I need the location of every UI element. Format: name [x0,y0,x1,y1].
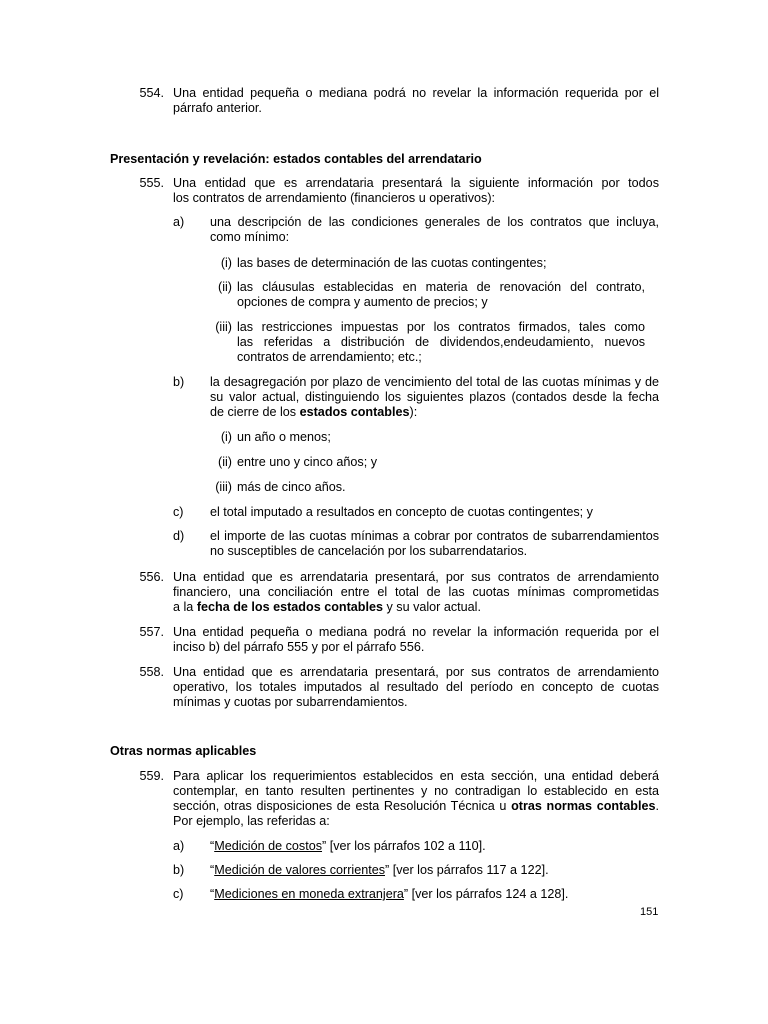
list-subitem: más de cinco años. [237,480,346,494]
paragraph-number: 555. [139,176,164,190]
document-page: 554. Una entidad pequeña o mediana podrá no revelar la información requerida por el párrafo anterior. Presentación y revelación: estados contables del arrendatario 555. Una entidad que es arrendataria presentará la siguiente información por todos los contratos de arrendamiento (financieros u operativos): a) una descripción de las condiciones generales de los contratos que incluya, como mínimo: (i) las bases de determinación de las cuotas contingentes; (ii) las cláusulas establecidas en materia de renovación del contrato, opciones de compra y aumento de precios; y (iii) las restricciones impuestas por los contratos firmados, tales como las referidas a distribución de dividendos,endeudamiento, nuevos contratos de arrendamiento; etc.; b) la desagregación por plazo de vencimiento del total de las cuotas mínimas y de su valor actual, distinguiendo los siguientes plazos (contados desde la fecha de cierre de los estados contables): (i) un año o menos; (ii) entre uno y cinco años; y (iii) más de cinco años. c) el total imputado a resultados en concepto de cuotas contingentes; y d) el importe de las cuotas mínimas a cobrar por contratos de subarrendamientos no susceptibles de cancelación por los subarrendatarios. 556. Una entidad que es arrendataria presentará, por sus contratos de arrendamiento financiero, una conciliación entre el total de las cuotas mínimas comprometidas a la fecha de los estados contables y su valor actual. 557. Una entidad pequeña o mediana podrá no revelar la información requerida por el inciso b) del párrafo 555 y por el párrafo 556. 558. Una entidad que es arrendataria presentará, por sus contratos de arrendamiento operativo, los totales imputados al resultado del período en concepto de cuotas mínimas y cuotas por subarrendamientos. Otras normas aplicables 559. Para aplicar los requerimientos establecidos en esta sección, una entidad deberá contemplar, en tanto resulten pertinentes y no contradigan lo establecido en esta sección, otras disposiciones de esta Resolución Técnica u otras normas contables. Por ejemplo, las referidas a: a) “Medición de costos” [ver los párrafos 102 a 110]. b) “Medición de valores corrientes” [ver los párrafos 117 a 122]. c) “Mediciones en moneda extranjera” [ver los párrafos 124 a 128]. 151 [110,86,659,918]
list-item: “Mediciones en moneda extranjera” [ver los párrafos 124 a 128]. [210,887,569,901]
list-item: “Medición de costos” [ver los párrafos 102 a 110]. [210,839,486,853]
list-subitem: las restricciones impuestas por los contratos firmados, tales como las referidas a distribución de dividendos,endeudamiento, nuevos contratos de arrendamiento; etc.; [237,320,645,364]
paragraph-number: 558. [139,665,164,679]
reference-link[interactable]: Medición de valores corrientes [214,863,385,877]
list-subitem: entre uno y cinco años; y [237,455,378,469]
paragraph-line: los contratos de arrendamiento (financieros u operativos): [173,191,496,205]
list-subitem: un año o menos; [237,430,331,444]
list-item: la desagregación por plazo de vencimiento del total de las cuotas mínimas y de su valor actual, distinguiendo los siguientes plazos (contados desde la fecha de cierre de los estados contables): [210,375,659,419]
subitem-label: (iii) [215,480,232,494]
subitem-label: (i) [220,256,232,270]
page-number: 151 [640,906,659,918]
subitem-label: (ii) [218,280,232,294]
paragraph-line: Una entidad pequeña o mediana podrá no revelar la información requerida por el [173,86,659,100]
paragraph-number: 559. [139,769,164,783]
item-label: a) [173,839,185,853]
section-heading: Otras normas aplicables [110,744,257,758]
item-label: c) [173,887,184,901]
item-label: b) [173,375,185,389]
section-heading: Presentación y revelación: estados contables del arrendatario [110,152,482,166]
list-subitem: las cláusulas establecidas en materia de renovación del contrato, opciones de compra y aumento de precios; y [237,280,645,309]
list-item: una descripción de las condiciones generales de los contratos que incluya, como mínimo: [210,215,659,244]
item-label: d) [173,529,185,543]
paragraph-number: 556. [139,570,164,584]
item-label: c) [173,505,184,519]
subitem-label: (ii) [218,455,232,469]
item-label: a) [173,215,185,229]
paragraph-line: párrafo anterior. [173,101,262,115]
list-item: el total imputado a resultados en concepto de cuotas contingentes; y [210,505,593,519]
list-subitem: las bases de determinación de las cuotas contingentes; [237,256,547,270]
paragraph-line: Una entidad que es arrendataria presentará la siguiente información por todos [173,176,659,190]
subitem-label: (iii) [215,320,232,334]
subitem-label: (i) [220,430,232,444]
reference-link[interactable]: Medición de costos [214,839,323,853]
list-item: el importe de las cuotas mínimas a cobrar por contratos de subarrendamientos no susceptibles de cancelación por los subarrendatarios. [210,529,659,558]
item-label: b) [173,863,185,877]
reference-link[interactable]: Mediciones en moneda extranjera [214,887,404,901]
paragraph-number: 557. [139,625,164,639]
list-item: “Medición de valores corrientes” [ver los párrafos 117 a 122]. [210,863,549,877]
paragraph-number: 554. [139,86,164,100]
